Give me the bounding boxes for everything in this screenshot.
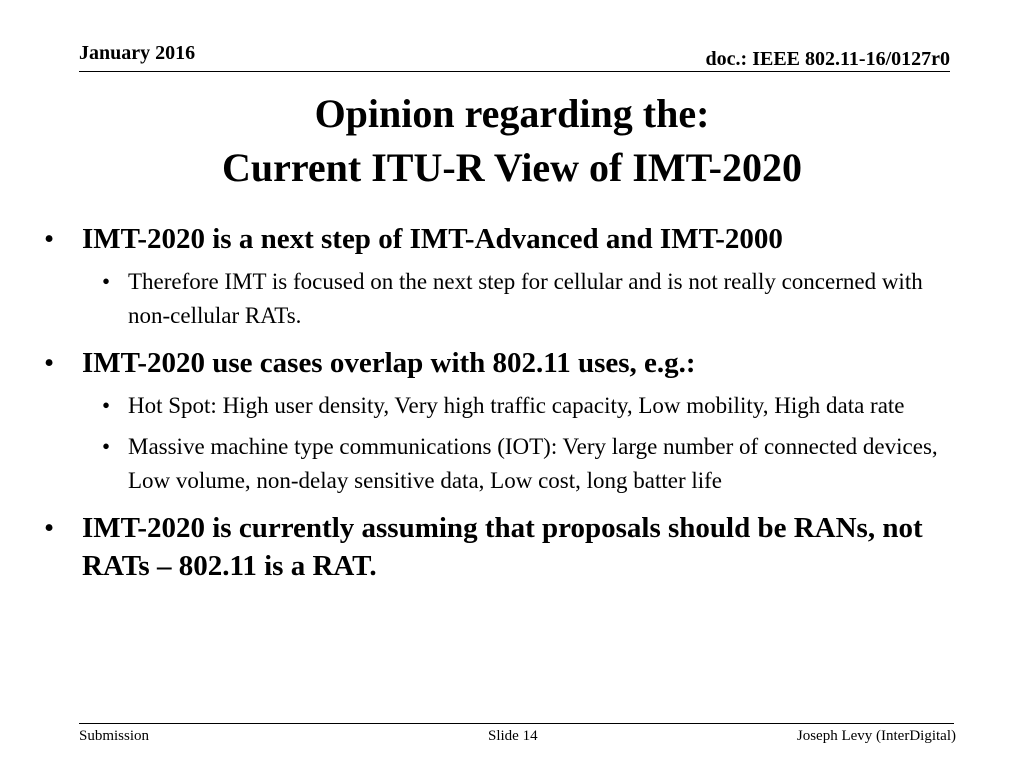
bullet-icon: • xyxy=(102,434,111,459)
slide-body xyxy=(44,220,944,585)
slide-title-line-2: Current ITU-R View of IMT-2020 xyxy=(222,145,802,190)
bullet-icon: • xyxy=(102,269,111,294)
bullet-item-2 xyxy=(44,344,944,382)
sub-bullet-item-2-2-text: Massive machine type communications (IOT): Very large number of connected devices, Low volume, non-delay sensitive data, Low cost, long batter life xyxy=(128,434,938,493)
bullet-icon: • xyxy=(44,223,55,255)
slide-title xyxy=(0,87,1024,195)
bullet-item-3-text: IMT-2020 is currently assuming that proposals should be RANs, not RATs – 802.11 is a RAT. xyxy=(82,512,923,582)
header-doc-id: doc.: IEEE 802.11-16/0127r0 xyxy=(705,48,950,70)
bullet-icon: • xyxy=(102,393,111,418)
sub-bullet-item-2-1 xyxy=(102,389,944,423)
bullet-item-2-text: IMT-2020 use cases overlap with 802.11 uses, e.g.: xyxy=(82,347,696,379)
sub-bullet-item-2-2 xyxy=(102,430,944,498)
header-date: January 2016 xyxy=(79,42,196,64)
footer-slide-number: Slide 14 xyxy=(488,728,538,744)
bullet-icon: • xyxy=(44,512,55,544)
sub-bullet-item-2-1-text: Hot Spot: High user density, Very high traffic capacity, Low mobility, High data rate xyxy=(128,393,905,418)
slide-title-line-1: Opinion regarding the: xyxy=(314,91,710,136)
footer-author: Joseph Levy (InterDigital) xyxy=(796,728,956,744)
bullet-icon: • xyxy=(44,347,55,379)
sub-bullet-item-1-1 xyxy=(102,265,944,333)
bullet-item-1-text: IMT-2020 is a next step of IMT-Advanced and IMT-2000 xyxy=(82,223,783,255)
footer-divider xyxy=(79,723,954,724)
bullet-item-1 xyxy=(44,220,944,258)
header-divider xyxy=(79,71,950,72)
bullet-item-3 xyxy=(44,509,944,585)
sub-bullet-item-1-1-text: Therefore IMT is focused on the next step for cellular and is not really concerned with non-cellular RATs. xyxy=(128,269,923,328)
footer-submission: Submission xyxy=(79,728,150,744)
